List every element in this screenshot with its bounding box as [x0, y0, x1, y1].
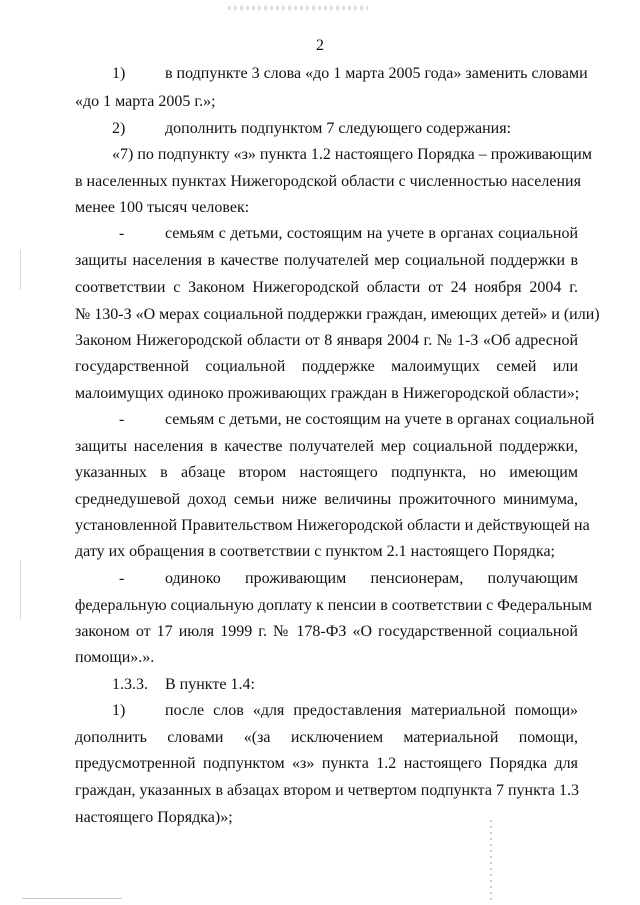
- text-line: после слов «для предоставления материальной помощи»: [165, 702, 578, 719]
- text-line: «7) по подпункту «з» пункта 1.2 настоящего Порядка – проживающим: [112, 146, 592, 163]
- text-line: указанных в абзаце втором настоящего подпункта, но имеющим: [75, 464, 578, 481]
- text-line: в населенных пунктах Нижегородской области с численностью населения: [75, 173, 581, 190]
- scan-artifact: [228, 6, 368, 10]
- text-line: дополнить подпунктом 7 следующего содержания:: [165, 120, 512, 137]
- text-line: настоящего Порядка)»;: [75, 809, 233, 826]
- text-line: «до 1 марта 2005 г.»;: [75, 93, 216, 110]
- item-label: 1): [112, 702, 126, 719]
- text-line: в подпункте 3 слова «до 1 марта 2005 года» заменить словами: [165, 65, 588, 82]
- text-line: государственной социальной поддержке малоимущих семей или: [75, 358, 578, 375]
- text-line: установленной Правительством Нижегородской области и действующей на: [75, 517, 590, 534]
- scan-artifact: [20, 560, 21, 620]
- item-label: 2): [112, 120, 126, 137]
- text-line: законом от 17 июля 1999 г. № 178-ФЗ «О государственной социальной: [75, 623, 578, 640]
- text-line: защиты населения в качестве получателей мер социальной поддержки,: [75, 438, 578, 455]
- text-line: малоимущих одиноко проживающих граждан в Нижегородской области»;: [75, 385, 580, 402]
- dash-marker: -: [119, 225, 125, 242]
- dash-marker: -: [119, 570, 125, 587]
- text-line: семьям с детьми, состоящим на учете в органах социальной: [165, 225, 578, 242]
- text-line: В пункте 1.4:: [165, 676, 255, 693]
- text-line: граждан, указанных в абзацах втором и четвертом подпункта 7 пункта 1.3: [75, 782, 579, 799]
- text-line: предусмотренной подпунктом «з» пункта 1.2 настоящего Порядка для: [75, 755, 578, 772]
- text-line: дату их обращения в соответствии с пунктом 2.1 настоящего Порядка;: [75, 543, 555, 560]
- text-line: № 130-З «О мерах социальной поддержки граждан, имеющих детей» и (или): [75, 306, 600, 323]
- text-line: защиты населения в качестве получателей мер социальной поддержки в: [75, 252, 578, 269]
- text-line: менее 100 тысяч человек:: [75, 199, 250, 216]
- item-label: 1.3.3.: [112, 676, 148, 693]
- page-number: 2: [316, 37, 324, 54]
- scan-artifact: [490, 820, 492, 900]
- scan-artifact: [22, 898, 122, 899]
- item-label: 1): [112, 65, 126, 82]
- text-line: среднедушевой доход семьи ниже величины прожиточного минимума,: [75, 491, 578, 508]
- dash-marker: -: [119, 411, 125, 428]
- text-line: одиноко проживающим пенсионерам, получающим: [165, 570, 578, 587]
- text-line: соответствии с Законом Нижегородской области от 24 ноября 2004 г.: [75, 279, 578, 296]
- text-line: дополнить словами «(за исключением материальной помощи,: [75, 729, 578, 746]
- text-line: семьям с детьми, не состоящим на учете в органах социальной: [165, 411, 595, 428]
- text-line: помощи».».: [75, 649, 155, 666]
- scan-artifact: [20, 250, 21, 290]
- text-line: Законом Нижегородской области от 8 января 2004 г. № 1-З «Об адресной: [75, 332, 578, 349]
- text-line: федеральную социальную доплату к пенсии в соответствии с Федеральным: [75, 597, 592, 614]
